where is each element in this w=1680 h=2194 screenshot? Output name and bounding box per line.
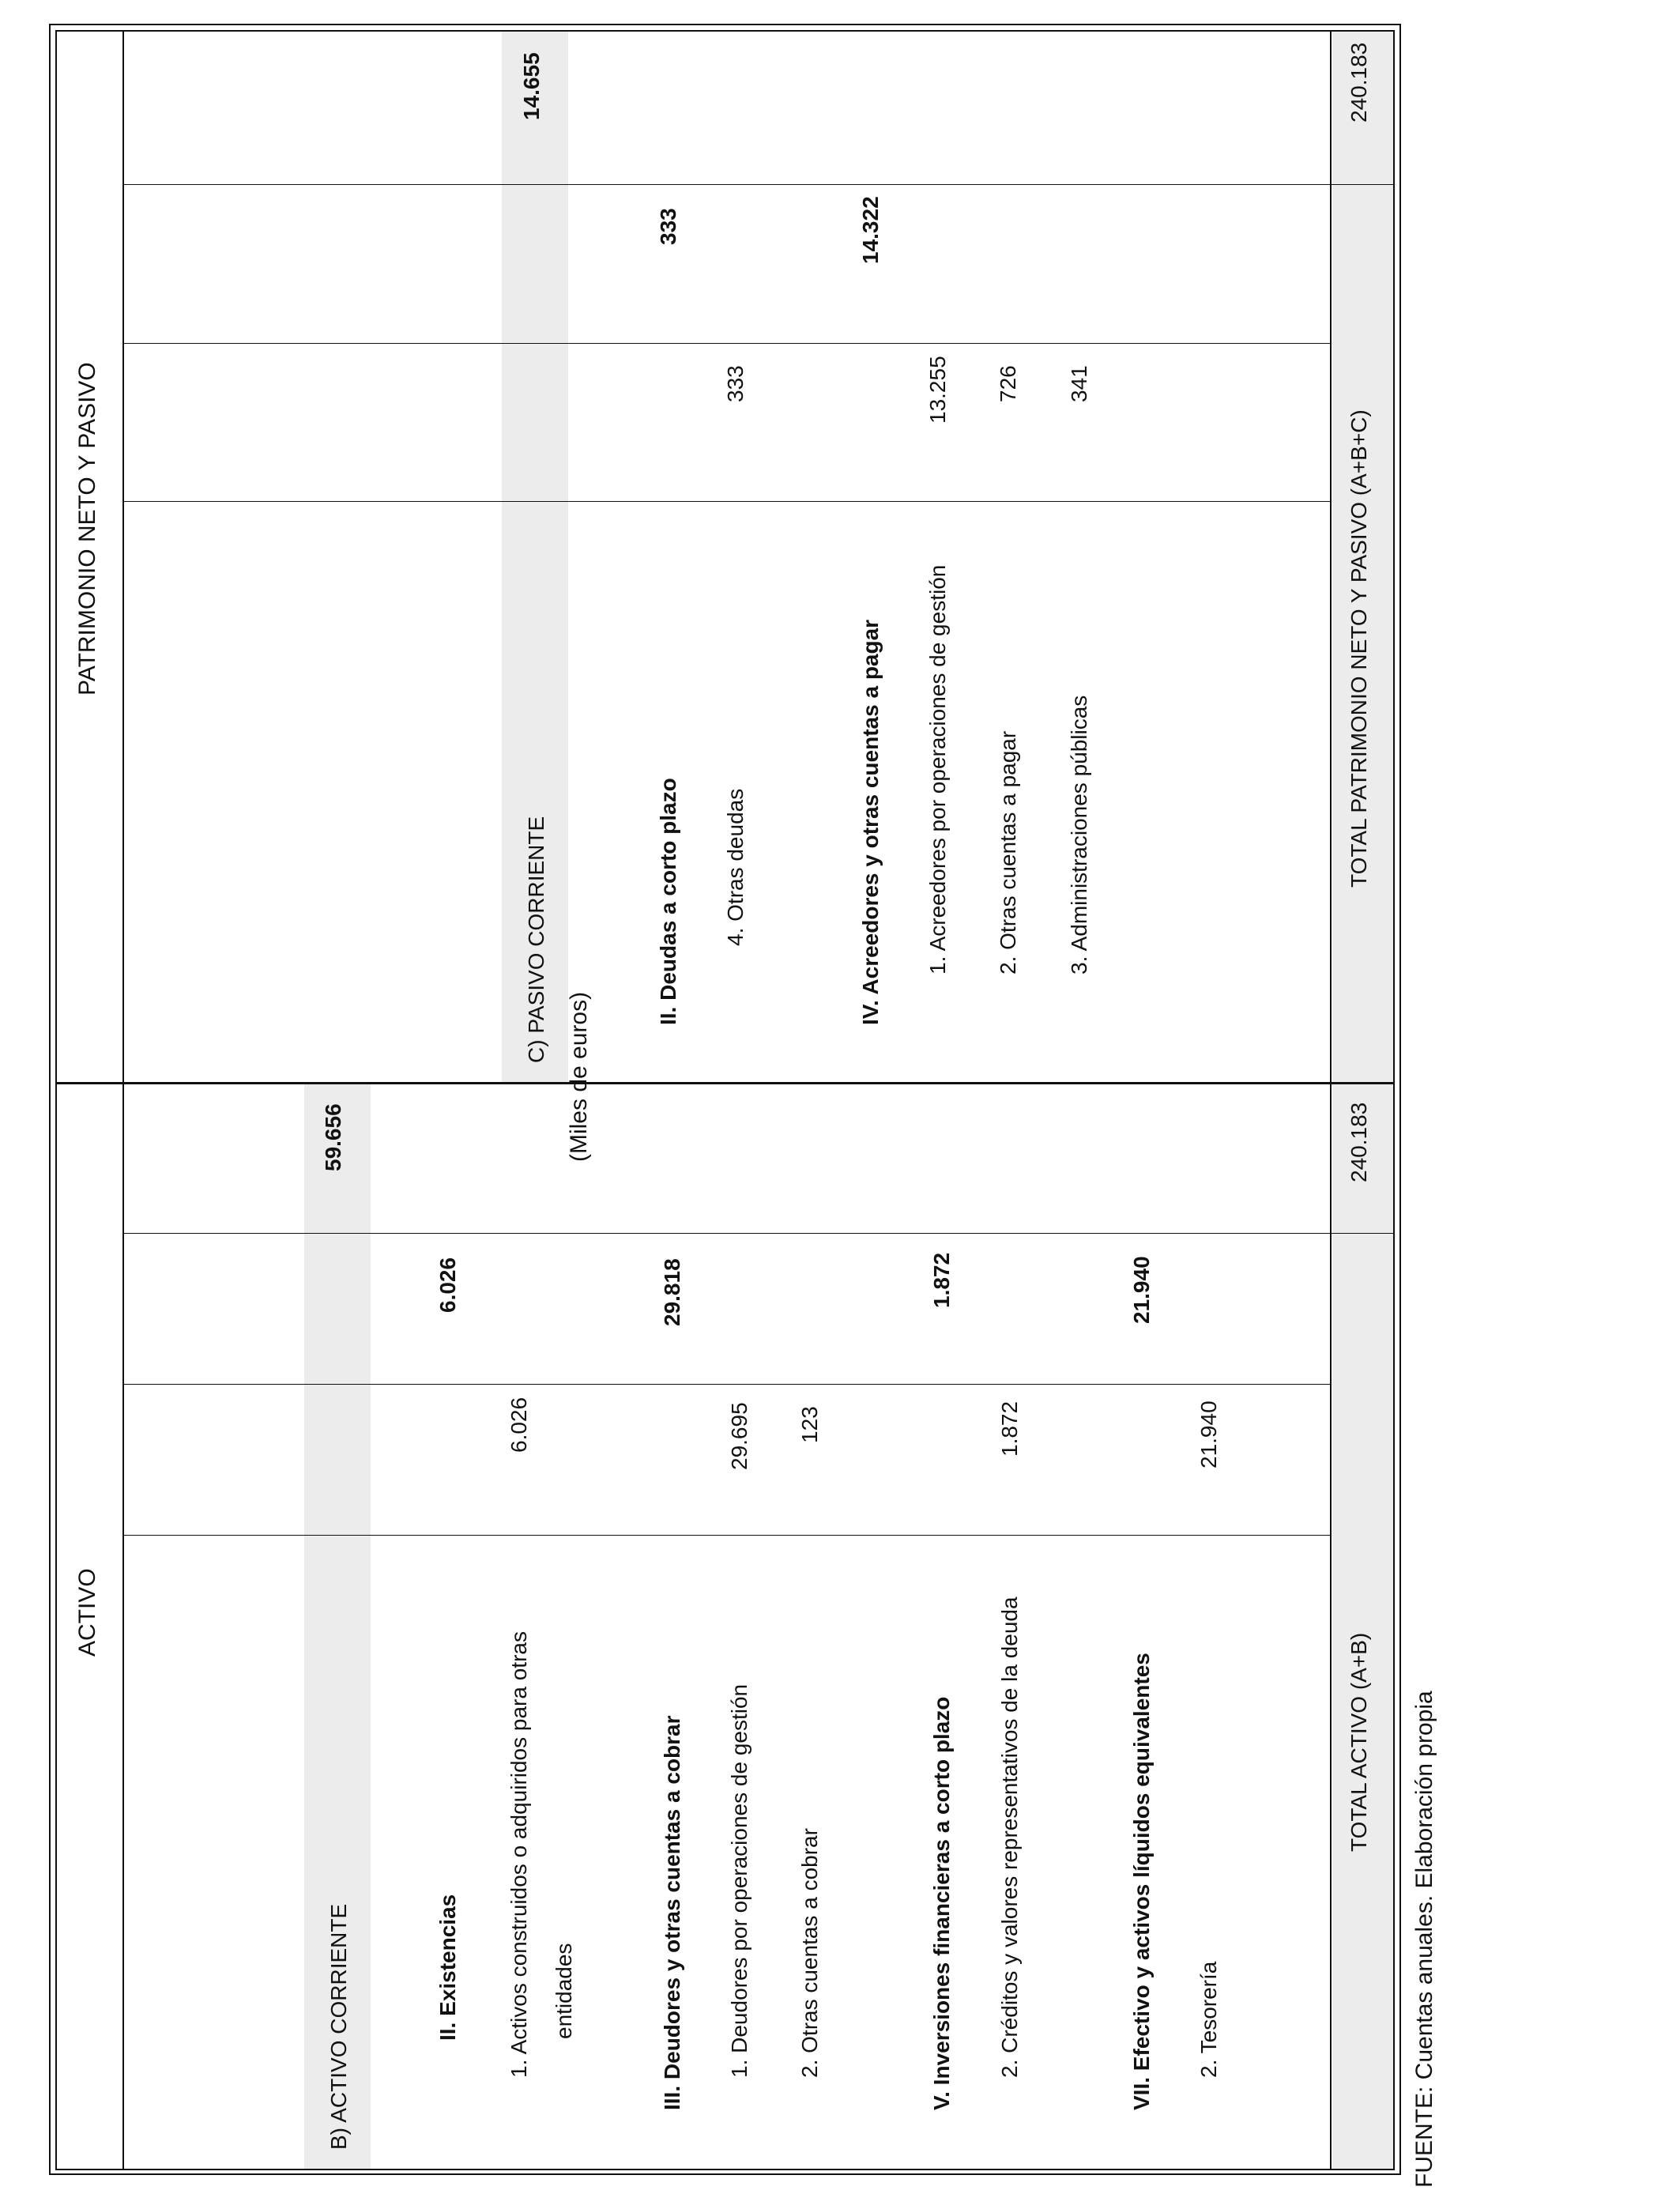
activo-group-label: V. Inversiones financieras a corto plazo <box>929 1696 954 2110</box>
pasivo-col-guide-3 <box>122 501 1332 502</box>
activo-group-label: III. Deudores y otras cuentas a cobrar <box>660 1715 684 2110</box>
activo-item-value: 1.872 <box>997 1400 1022 1457</box>
activo-item-label: 1. Activos construidos o adquiridos para otras <box>507 1631 531 2078</box>
pasivo-item-label: 1. Acreedores por operaciones de gestión <box>925 564 950 974</box>
activo-item-label: 2. Otras cuentas a cobrar <box>797 1828 822 2078</box>
pasivo-item-label: 4. Otras deudas <box>723 788 748 946</box>
pasivo-section-label: C) PASIVO CORRIENTE <box>524 816 548 1063</box>
pasivo-item-value: 333 <box>723 365 748 402</box>
pasivo-col-guide-1 <box>122 184 1332 185</box>
activo-item-label-cont: entidades <box>552 1943 576 2039</box>
pasivo-item-value: 726 <box>996 365 1020 402</box>
activo-total-tick <box>1332 1233 1395 1234</box>
pasivo-item-value: 13.255 <box>925 356 950 424</box>
activo-item-value: 21.940 <box>1196 1400 1221 1468</box>
pasivo-item-label: 3. Administraciones públicas <box>1067 695 1091 974</box>
activo-section-label: B) ACTIVO CORRIENTE <box>326 1903 351 2150</box>
border-top-outer <box>49 24 1401 25</box>
activo-group-label: II. Existencias <box>435 1894 460 2041</box>
pasivo-total-value: 240.183 <box>1347 42 1371 123</box>
activo-item-value: 6.026 <box>507 1397 531 1453</box>
activo-col-guide-3 <box>122 1535 1332 1536</box>
activo-header: ACTIVO <box>74 1568 100 1657</box>
activo-total-label: TOTAL ACTIVO (A+B) <box>1347 1632 1371 1852</box>
pasivo-group-label: II. Deudas a corto plazo <box>656 778 680 1025</box>
activo-item-value: 29.695 <box>727 1402 751 1470</box>
pasivo-group-label: IV. Acreedores y otras cuentas a pagar <box>858 619 883 1025</box>
header-separator <box>122 30 124 2170</box>
pasivo-item-label: 2. Otras cuentas a pagar <box>996 730 1020 974</box>
pasivo-total-label: TOTAL PATRIMONIO NETO Y PASIVO (A+B+C) <box>1347 409 1371 888</box>
border-left-inner <box>55 30 57 2170</box>
pasivo-group-total: 333 <box>656 208 680 245</box>
pasivo-col-guide-2 <box>122 343 1332 344</box>
activo-total-value: 240.183 <box>1347 1102 1371 1182</box>
pasivo-header: PATRIMONIO NETO Y PASIVO <box>74 362 100 696</box>
activo-item-label: 2. Créditos y valores representativos de la deuda <box>997 1596 1022 2078</box>
border-bottom-outer <box>49 2173 1401 2175</box>
pasivo-item-value: 341 <box>1067 365 1091 402</box>
pasivo-section-total: 14.655 <box>519 52 544 120</box>
pasivo-group-total: 14.322 <box>858 196 883 264</box>
pasivo-total-tick <box>1332 184 1395 185</box>
activo-section-total: 59.656 <box>321 1103 345 1171</box>
border-left-outer <box>49 24 51 2175</box>
total-separator <box>1330 30 1332 2170</box>
units-note: (Miles de euros) <box>566 991 592 1162</box>
activo-group-label: VII. Efectivo y activos líquidos equivalentes <box>1129 1653 1154 2110</box>
border-top-inner <box>55 30 1395 32</box>
border-right-outer <box>1399 24 1401 2175</box>
source-note: FUENTE: Cuentas anuales. Elaboración propia <box>1411 1691 1437 2188</box>
activo-group-total: 21.940 <box>1129 1256 1154 1324</box>
border-right-inner <box>1393 30 1395 2170</box>
activo-col-guide-1 <box>122 1233 1332 1234</box>
activo-item-value: 123 <box>797 1406 822 1443</box>
activo-group-total: 6.026 <box>435 1257 460 1313</box>
activo-col-guide-2 <box>122 1384 1332 1385</box>
activo-item-label: 1. Deudores por operaciones de gestión <box>727 1683 751 2078</box>
activo-group-total: 29.818 <box>660 1258 684 1326</box>
half-divider <box>55 1082 1395 1084</box>
activo-item-label: 2. Tesorería <box>1196 1961 1221 2078</box>
activo-group-total: 1.872 <box>929 1252 954 1308</box>
border-bottom-inner <box>55 2169 1395 2170</box>
